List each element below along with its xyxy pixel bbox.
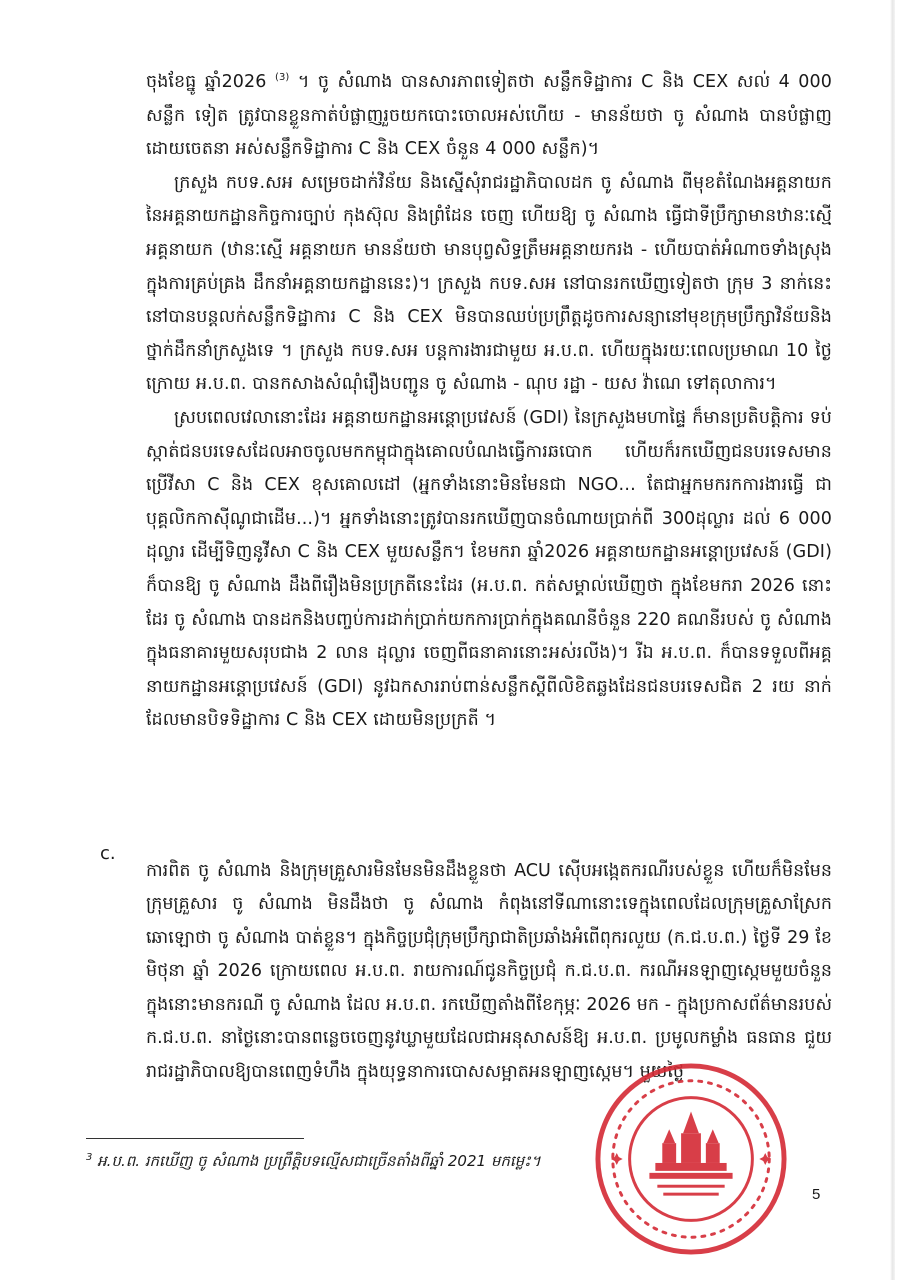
official-seal-stamp — [592, 1060, 790, 1258]
paragraph-1-start: ចុងខែធ្នូ ឆ្នាំ2026 — [146, 72, 267, 92]
footnote-text: អ.ប.ព. រកឃើញ ចូ សំណាង ប្រព្រឹត្តិបទល្មើសជាច្រើនតាំងពីឆ្នាំ 2021 មកម្លេះ។ — [92, 1152, 541, 1170]
footnote-reference: (3) — [274, 72, 290, 84]
paragraph-c: ការពិត ចូ សំណាង និងក្រុមគ្រួសារមិនមែនមិនដឹងខ្លួនថា ACU ស៊ើបអង្កេតករណីរបស់ខ្លួន ហើយក៏មិនមែនក្រុមគ្រួសារ ចូ សំណាង មិនដឹងថា ចូ សំណាង កំពុងនៅទីណានោះទេក្នុងពេលដែលក្រុមគ្រួសាស្រែកឆោឡោថា ចូ សំណាង បាត់ខ្លួន។ ក្នុងកិច្ចប្រជុំក្រុមប្រឹក្សាជាតិប្រឆាំងអំពើពុករលួយ (ក.ជ.ប.ព.) ថ្ងៃទី 29 ខែមិថុនា ឆ្នាំ 2026 ក្រោយពេល អ.ប.ព. រាយការណ៍ជូនកិច្ចប្រជុំ ក.ជ.ប.ព. ករណីអនឡាញស្កេមមួយចំនួនក្នុងនោះមានករណី ចូ សំណាង ដែល អ.ប.ព. រកឃើញតាំងពីខែកុម្ភៈ 2026 មក - ក្នុងប្រកាសព័ត៌មានរបស់ ក.ជ.ប.ព. នាថ្ងៃនោះបានពន្លេចចេញនូវឃ្លាមួយដែលជាអនុសាសន៍ឱ្យ អ.ប.ព. ប្រមូលកម្លាំង ធនធាន ជួយរាជរដ្ឋាភិបាលឱ្យបានពេញទំហឹង ក្នុងយុទ្ធនាការបោសសម្អាតអនឡាញស្កេម។ មួយថ្ងៃ — [146, 860, 832, 1083]
paragraph-1-rest: ។ ចូ សំណាង បានសារភាពទៀតថា សន្លឹកទិដ្ឋាការ C និង CEX សល់ 4 000 សន្លឹក ទៀត ត្រូវបានខ្លួនកាត់បំផ្លាញរួចយកបោះចោលអស់ហើយ - មានន័យថា ចូ សំណាង បានបំផ្លាញដោយចេតនា អស់សន្លឹកទិដ្ឋាការ C និង CEX ចំនួន 4 000 សន្លឹក)។ — [146, 72, 833, 160]
paragraph-1 — [146, 66, 832, 167]
seal-temple-emblem — [649, 1111, 732, 1195]
list-marker-c: c. — [100, 843, 116, 864]
page-number: 5 — [812, 1186, 821, 1203]
page-edge-shadow — [890, 0, 895, 1280]
footnote-number: 3 — [86, 1152, 93, 1163]
seal-graphic — [598, 1066, 784, 1252]
paragraph-2: ក្រសួង កបទ.សអ សម្រេចដាក់វិន័យ និងស្នើសុំរាជរដ្ឋាភិបាលដក ចូ សំណាង ពីមុខតំណែងអគ្គនាយក នៃអគ្គនាយកដ្ឋានកិច្ចការច្បាប់ កុងស៊ុល និងព្រំដែន ចេញ ហើយឱ្យ ចូ សំណាង ធ្វើជាទីប្រឹក្សាមានឋានៈស្មើអគ្គនាយក (ឋានៈស្មើ អគ្គនាយក មានន័យថា មានបុព្វសិទ្ធត្រឹមអគ្គនាយករង - ហើយបាត់អំណាចទាំងស្រុងក្នុងការគ្រប់គ្រង ដឹកនាំអគ្គនាយកដ្ឋាននេះ)។ ក្រសួង កបទ.សអ នៅបានរកឃើញទៀតថា ក្រុម 3 នាក់នេះ នៅបានបន្តលក់សន្លឹកទិដ្ឋាការ C និង CEX មិនបានឈប់ប្រព្រឹត្តដូចការសន្យានៅមុខក្រុមប្រឹក្សាវិន័យនិងថ្នាក់ដឹកនាំក្រសួងទេ ។ ក្រសួង កបទ.សអ បន្តការងារជាមួយ អ.ប.ព. ហើយក្នុងរយៈពេលប្រមាណ 10 ថ្ងៃក្រោយ អ.ប.ព. បានកសាងសំណុំរឿងបញ្ជូន ចូ សំណាង - ណុប រដ្ឋា - យស វ៉ាណេ ទៅតុលាការ។ — [146, 172, 832, 395]
footnote-divider — [86, 1138, 304, 1139]
paragraph-3: ស្របពេលវេលានោះដែរ អគ្គនាយកដ្ឋានអន្តោប្រវេសន៍ (GDI) នៃក្រសួងមហាផ្ទៃ ក៏មានប្រតិបត្តិការ ទប់ស្កាត់ជនបរទេសដែលអាចចូលមកកម្ពុជាក្នុងគោលបំណងធ្វើការឆបោក ហើយក៏រកឃើញជនបរទេសមានប្រើវីសា C និង CEX ខុសគោលដៅ (អ្នកទាំងនោះមិនមែនជា NGO… តែជាអ្នកមករកការងារធ្វើ ជាបុគ្គលិកកាស៊ីណូជាដើម...)។ អ្នកទាំងនោះត្រូវបានរកឃើញបានចំណាយប្រាក់ពី 300ដុល្លារ ដល់ 6 000 ដុល្លារ ដើម្បីទិញនូវីសា C និង CEX មួយសន្លឹក។ ខែមករា ឆ្នាំ2026 អគ្គនាយកដ្ឋានអន្តោប្រវេសន៍ (GDI) ក៏បានឱ្យ ចូ សំណាង ដឹងពីរឿងមិនប្រក្រតីនេះដែរ (អ.ប.ព. កត់សម្គាល់ឃើញថា ក្នុងខែមករា 2026 នោះដែរ ចូ សំណាង បានដកនិងបញ្ចប់ការដាក់ប្រាក់យកការប្រាក់ក្នុងគណនីចំនួន 220 គណនីរបស់ ចូ សំណាង ក្នុងធនាគារមួយសរុបជាង 2 លាន ដុល្លារ ចេញពីធនាគារនោះអស់រលីង)។ រីឯ អ.ប.ព. ក៏បានទទួលពីអគ្គនាយកដ្ឋានអន្តោប្រវេសន៍ (GDI) នូវឯកសាររាប់ពាន់សន្លឹកស្តីពីលិខិតឆ្លងដែនជនបរទេសជិត 2 រយ នាក់ ដែលមានបិទទិដ្ឋាការ C និង CEX ដោយមិនប្រក្រតី ។ — [146, 407, 832, 731]
body-text — [146, 66, 832, 738]
